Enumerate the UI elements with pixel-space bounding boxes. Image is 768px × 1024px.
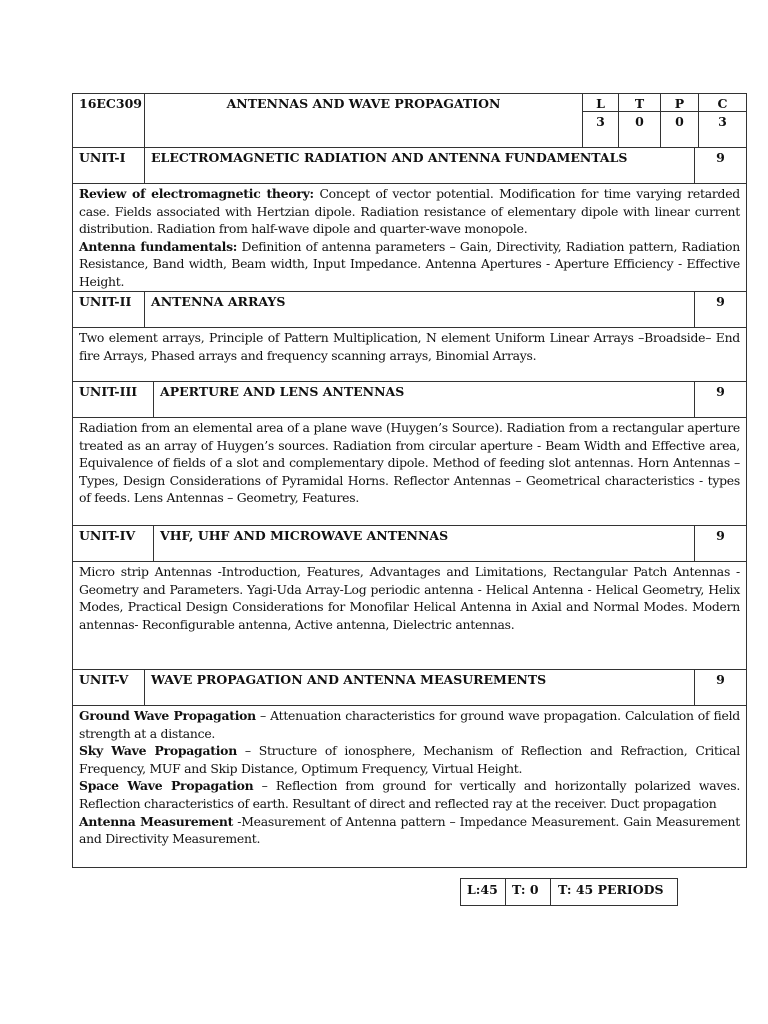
- table-border: [72, 93, 747, 94]
- table-divider: [72, 147, 747, 148]
- totals-divider: [550, 878, 551, 906]
- unit-5-topic-heading: Space Wave Propagation: [79, 778, 254, 794]
- unit-4-title: VHF, UHF AND MICROWAVE ANTENNAS: [160, 528, 449, 543]
- table-divider: [153, 525, 154, 562]
- course-code: 16EC309: [79, 96, 142, 111]
- total-tutorial-hours: T: 0: [512, 882, 539, 897]
- unit-1-topic-text: Definition of antenna parameters – Gain, Directivity, Radiation pattern, Radiation Resistance, Band width, Beam width, Input Impedance. Antenna Apertures - Aperture Efficiency - Effective Height.: [79, 238, 740, 289]
- unit-5-topic-text: – Attenuation characteristics for ground wave propagation. Calculation of field strength at a distance.: [79, 708, 740, 741]
- unit-1-code: UNIT-I: [79, 150, 126, 165]
- unit-5-topic-text: -Measurement of Antenna pattern – Impedance Measurement. Gain Measurement and Directivity Measurement.: [79, 813, 740, 847]
- total-periods: T: 45 PERIODS: [558, 882, 664, 897]
- unit-1-content: [79, 185, 740, 291]
- table-divider: [72, 525, 747, 526]
- unit-1-topic-text: Concept of vector potential. Modification for time varying retarded case. Fields associated with Hertzian dipole. Radiation resistance of elementary dipole with linear current distribution. Radiation from half-wave dipole and quarter-wave monopole.: [79, 186, 740, 237]
- ltpc-value-c: 3: [718, 114, 727, 129]
- table-divider: [72, 381, 747, 382]
- unit-4-code: UNIT-IV: [79, 528, 136, 543]
- ltpc-label-t: T: [634, 96, 645, 111]
- unit-3-content: Radiation from an elemental area of a plane wave (Huygen’s Source). Radiation from a rectangular aperture treated as an array of Huygen’s sources. Radiation from circular aperture - Beam Width and Effective area, Equivalence of fields of a slot and complementary dipole. Method of feeding slot antennas. Horn Antennas – Types, Design Considerations of Pyramidal Horns. Reflector Antennas – Geometrical characteristics - types of feeds. Lens Antennas – Geometry, Features.: [79, 420, 740, 506]
- unit-1-hours: 9: [716, 150, 725, 165]
- ltpc-value-l: 3: [596, 114, 605, 129]
- unit-5-topic-text: – Structure of ionosphere, Mechanism of Reflection and Refraction, Critical Frequency, MUF and Skip Distance, Optimum Frequency, Virtual Height.: [79, 743, 740, 776]
- table-divider: [72, 669, 747, 670]
- table-border: [746, 93, 747, 868]
- unit-5-code: UNIT-V: [79, 672, 129, 687]
- unit-4-hours: 9: [716, 528, 725, 543]
- table-divider: [144, 291, 145, 328]
- ltpc-value-t: 0: [635, 114, 644, 129]
- unit-5-topic-heading: Ground Wave Propagation: [79, 708, 256, 723]
- totals-border: [677, 878, 678, 906]
- unit-5-topic-text: – Reflection from ground for vertically and horizontally polarized waves. Reflection characteristics of earth. Resultant of direct and reflected ray at the receiver. Duct propagation: [79, 778, 741, 811]
- table-divider: [144, 669, 145, 706]
- unit-1-topic-heading: Antenna fundamentals:: [79, 238, 238, 254]
- unit-2-title: ANTENNA ARRAYS: [151, 294, 286, 309]
- unit-5-topic-heading: Sky Wave Propagation: [79, 743, 237, 759]
- table-divider: [72, 291, 747, 292]
- totals-border: [460, 878, 461, 906]
- total-lecture-hours: L:45: [467, 882, 498, 897]
- unit-2-hours: 9: [716, 294, 725, 309]
- ltpc-value-p: 0: [675, 114, 684, 129]
- table-divider: [72, 417, 747, 418]
- unit-1-title: ELECTROMAGNETIC RADIATION AND ANTENNA FUNDAMENTALS: [151, 150, 628, 165]
- unit-5-hours: 9: [716, 672, 725, 687]
- ltpc-label-p: P: [674, 96, 685, 111]
- unit-3-title: APERTURE AND LENS ANTENNAS: [160, 384, 405, 399]
- unit-1-topic-heading: Review of electromagnetic theory:: [79, 186, 314, 201]
- unit-2-code: UNIT-II: [79, 294, 132, 309]
- unit-4-content: Micro strip Antennas -Introduction, Features, Advantages and Limitations, Rectangular Patch Antennas - Geometry and Parameters. Yagi-Uda Array-Log periodic antenna - Helical Antenna - Helical Geometry, Helix Modes, Practical Design Considerations for Monofilar Helical Antenna in Axial and Normal Modes. Modern antennas- Reconfigurable antenna, Active antenna, Dielectric antennas.: [79, 564, 740, 632]
- table-divider: [72, 561, 747, 562]
- course-title: ANTENNAS AND WAVE PROPAGATION: [226, 96, 501, 111]
- unit-2-content: Two element arrays, Principle of Pattern Multiplication, N element Uniform Linear Arrays –Broadside– End fire Arrays, Phased arrays and frequency scanning arrays, Binomial Arrays.: [79, 330, 740, 363]
- ltpc-label-l: L: [596, 96, 605, 111]
- totals-border: [460, 878, 678, 879]
- table-divider: [72, 327, 747, 328]
- ltpc-label-c: C: [717, 96, 728, 111]
- table-divider: [72, 183, 747, 184]
- unit-5-title: WAVE PROPAGATION AND ANTENNA MEASUREMENTS: [151, 672, 547, 687]
- table-divider: [144, 147, 145, 184]
- totals-divider: [505, 878, 506, 906]
- unit-5-content: [79, 707, 740, 848]
- unit-5-topic-heading: Antenna Measurement: [79, 813, 234, 829]
- totals-border: [460, 905, 678, 906]
- unit-3-code: UNIT-III: [79, 384, 138, 399]
- table-border: [72, 93, 73, 868]
- table-divider: [72, 705, 747, 706]
- table-divider: [153, 381, 154, 418]
- unit-3-hours: 9: [716, 384, 725, 399]
- table-border: [72, 867, 747, 868]
